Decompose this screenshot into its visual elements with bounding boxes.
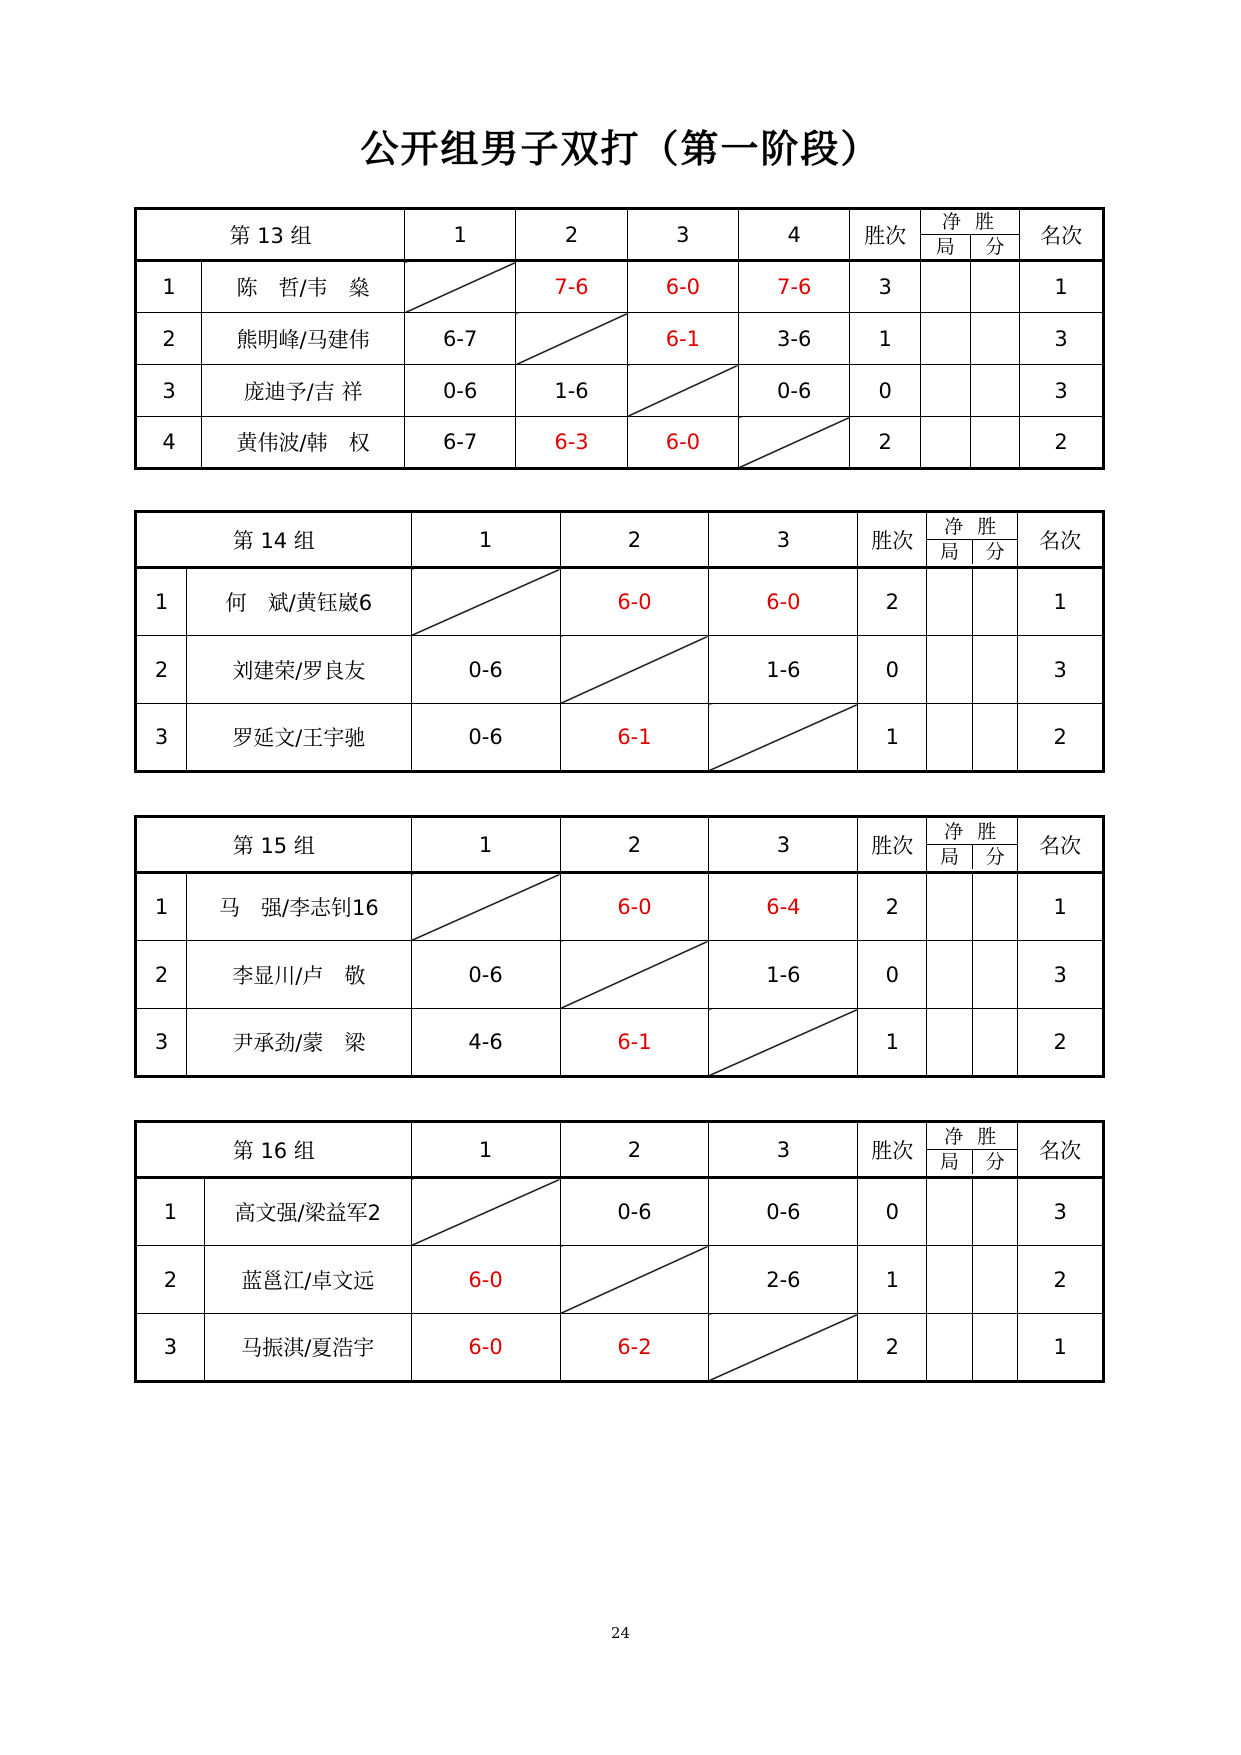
net-games-cell (920, 313, 970, 365)
seed-number: 3 (136, 704, 187, 772)
score-cell: 3-6 (739, 313, 850, 365)
pair-name: 尹承劲/蒙 梁 (187, 1009, 412, 1077)
rank-cell: 3 (1018, 941, 1104, 1009)
score-cell: 6-0 (709, 568, 858, 636)
net-games-cell (920, 365, 970, 417)
column-header: 2 (560, 512, 709, 568)
net-points-cell (970, 261, 1020, 313)
rank-header: 名次 (1018, 1122, 1104, 1178)
net-points-cell (970, 313, 1020, 365)
rank-cell: 1 (1018, 568, 1104, 636)
seed-number: 2 (136, 313, 202, 365)
wins-cell: 2 (858, 1314, 927, 1382)
score-cell: 1-6 (516, 365, 627, 417)
net-wins-header (920, 209, 1019, 261)
score-cell: 6-1 (560, 1009, 709, 1077)
seed-number: 3 (136, 1314, 205, 1382)
net-games-header: 局 (927, 845, 973, 869)
column-header: 1 (405, 209, 516, 261)
page-number: 24 (610, 1624, 631, 1642)
score-cell: 6-2 (560, 1314, 709, 1382)
score-cell: 6-0 (627, 261, 738, 313)
column-header: 4 (739, 209, 850, 261)
column-header: 3 (627, 209, 738, 261)
net-games-cell (927, 1246, 973, 1314)
score-cell: 0-6 (739, 365, 850, 417)
net-points-header: 分 (985, 541, 1005, 563)
rank-cell: 1 (1018, 873, 1104, 941)
score-cell: 7-6 (739, 261, 850, 313)
group-table (134, 510, 1105, 773)
net-wins-label: 净 胜 (927, 515, 1017, 540)
table-row (136, 1009, 1104, 1077)
pair-name: 李显川/卢 敬 (187, 941, 412, 1009)
group-label: 第 14 组 (136, 512, 412, 568)
net-wins-label: 净 胜 (927, 1125, 1017, 1150)
wins-cell: 2 (850, 417, 921, 469)
rank-cell: 3 (1020, 365, 1104, 417)
column-header: 3 (709, 817, 858, 873)
score-cell: 6-0 (560, 568, 709, 636)
net-wins-header (927, 512, 1018, 568)
net-points-cell (972, 873, 1018, 941)
pair-name: 刘建荣/罗良友 (187, 636, 412, 704)
seed-number: 2 (136, 941, 187, 1009)
wins-cell: 1 (858, 1246, 927, 1314)
net-wins-subheaders (921, 235, 1019, 259)
diagonal-cell (405, 261, 516, 313)
net-points-cell (972, 1009, 1018, 1077)
score-cell: 1-6 (709, 636, 858, 704)
net-points-header: 分 (985, 1151, 1005, 1173)
rank-cell: 3 (1018, 636, 1104, 704)
score-cell: 0-6 (411, 704, 560, 772)
score-cell: 6-3 (516, 417, 627, 469)
net-wins-label: 净 胜 (927, 820, 1017, 845)
score-cell: 1-6 (709, 941, 858, 1009)
net-games-cell (927, 636, 973, 704)
pair-name: 高文强/梁益军2 (204, 1178, 411, 1246)
net-games-cell (920, 417, 970, 469)
diagonal-cell (709, 1009, 858, 1077)
rank-cell: 2 (1018, 1009, 1104, 1077)
net-wins-header (927, 1122, 1018, 1178)
score-cell: 4-6 (411, 1009, 560, 1077)
wins-cell: 0 (858, 636, 927, 704)
score-cell: 6-7 (405, 417, 516, 469)
wins-header: 胜次 (850, 209, 921, 261)
net-games-cell (927, 873, 973, 941)
net-games-cell (920, 261, 970, 313)
net-points-cell (972, 941, 1018, 1009)
group-label: 第 16 组 (136, 1122, 412, 1178)
wins-cell: 0 (858, 941, 927, 1009)
column-header: 2 (516, 209, 627, 261)
net-games-cell (927, 1314, 973, 1382)
rank-cell: 2 (1018, 1246, 1104, 1314)
seed-number: 1 (136, 873, 187, 941)
wins-cell: 2 (858, 873, 927, 941)
net-points-cell (972, 1246, 1018, 1314)
table-row (136, 417, 1104, 469)
net-points-cell (972, 568, 1018, 636)
diagonal-cell (516, 313, 627, 365)
score-cell: 7-6 (516, 261, 627, 313)
rank-cell: 1 (1020, 261, 1104, 313)
pair-name: 黄伟波/韩 权 (202, 417, 405, 469)
header-row (136, 512, 1104, 568)
score-cell: 6-1 (627, 313, 738, 365)
table-row (136, 636, 1104, 704)
pair-name: 熊明峰/马建伟 (202, 313, 405, 365)
net-points-cell (972, 704, 1018, 772)
wins-cell: 1 (850, 313, 921, 365)
seed-number: 2 (136, 1246, 205, 1314)
net-games-header: 局 (927, 540, 973, 564)
table-row (136, 704, 1104, 772)
net-games-header: 局 (921, 235, 971, 259)
net-games-cell (927, 1178, 973, 1246)
table-row (136, 1314, 1104, 1382)
score-cell: 0-6 (560, 1178, 709, 1246)
diagonal-cell (709, 1314, 858, 1382)
group-table (134, 815, 1105, 1078)
score-cell: 0-6 (411, 636, 560, 704)
wins-cell: 0 (850, 365, 921, 417)
pair-name: 何 斌/黄钰崴6 (187, 568, 412, 636)
rank-cell: 1 (1018, 1314, 1104, 1382)
score-cell: 6-0 (627, 417, 738, 469)
net-points-cell (970, 417, 1020, 469)
net-points-header: 分 (985, 846, 1005, 868)
rank-header: 名次 (1018, 817, 1104, 873)
rank-cell: 2 (1020, 417, 1104, 469)
net-games-cell (927, 1009, 973, 1077)
rank-cell: 3 (1018, 1178, 1104, 1246)
score-cell: 6-0 (411, 1246, 560, 1314)
column-header: 3 (709, 1122, 858, 1178)
seed-number: 2 (136, 636, 187, 704)
header-row (136, 209, 1104, 261)
rank-header: 名次 (1018, 512, 1104, 568)
diagonal-cell (627, 365, 738, 417)
table-row (136, 941, 1104, 1009)
table-row (136, 261, 1104, 313)
rank-cell: 3 (1020, 313, 1104, 365)
wins-cell: 2 (858, 568, 927, 636)
rank-cell: 2 (1018, 704, 1104, 772)
group-label: 第 15 组 (136, 817, 412, 873)
diagonal-cell (739, 417, 850, 469)
header-row (136, 1122, 1104, 1178)
column-header: 2 (560, 817, 709, 873)
score-cell: 6-0 (560, 873, 709, 941)
page-title: 公开组男子双打（第一阶段） (360, 127, 881, 171)
column-header: 2 (560, 1122, 709, 1178)
net-wins-header (927, 817, 1018, 873)
net-points-cell (970, 365, 1020, 417)
seed-number: 1 (136, 568, 187, 636)
pair-name: 马 强/李志钊16 (187, 873, 412, 941)
diagonal-cell (709, 704, 858, 772)
seed-number: 4 (136, 417, 202, 469)
seed-number: 3 (136, 1009, 187, 1077)
pair-name: 陈 哲/韦 燊 (202, 261, 405, 313)
net-wins-subheaders (927, 540, 1017, 564)
diagonal-cell (411, 1178, 560, 1246)
score-cell: 6-1 (560, 704, 709, 772)
wins-cell: 1 (858, 1009, 927, 1077)
diagonal-cell (560, 1246, 709, 1314)
header-row (136, 817, 1104, 873)
column-header: 3 (709, 512, 858, 568)
diagonal-cell (411, 568, 560, 636)
column-header: 1 (411, 817, 560, 873)
column-header: 1 (411, 1122, 560, 1178)
net-wins-subheaders (927, 845, 1017, 869)
table-row (136, 568, 1104, 636)
diagonal-cell (560, 941, 709, 1009)
wins-cell: 0 (858, 1178, 927, 1246)
net-wins-subheaders (927, 1150, 1017, 1174)
net-points-cell (972, 636, 1018, 704)
pair-name: 庞迪予/吉 祥 (202, 365, 405, 417)
group-table (134, 207, 1105, 470)
rank-header: 名次 (1020, 209, 1104, 261)
table-row (136, 1178, 1104, 1246)
net-games-header: 局 (927, 1150, 973, 1174)
wins-cell: 1 (858, 704, 927, 772)
net-points-cell (972, 1314, 1018, 1382)
pair-name: 蓝邕江/卓文远 (204, 1246, 411, 1314)
net-games-cell (927, 568, 973, 636)
group-label: 第 13 组 (136, 209, 405, 261)
net-games-cell (927, 941, 973, 1009)
score-cell: 0-6 (405, 365, 516, 417)
score-cell: 2-6 (709, 1246, 858, 1314)
net-points-header: 分 (985, 236, 1005, 258)
group-table (134, 1120, 1105, 1383)
table-row (136, 313, 1104, 365)
diagonal-cell (411, 873, 560, 941)
wins-cell: 3 (850, 261, 921, 313)
wins-header: 胜次 (858, 1122, 927, 1178)
seed-number: 3 (136, 365, 202, 417)
diagonal-cell (560, 636, 709, 704)
net-points-cell (972, 1178, 1018, 1246)
table-row (136, 1246, 1104, 1314)
score-cell: 0-6 (709, 1178, 858, 1246)
pair-name: 马振淇/夏浩宇 (204, 1314, 411, 1382)
net-wins-label: 净 胜 (921, 210, 1019, 235)
pair-name: 罗延文/王宇驰 (187, 704, 412, 772)
score-cell: 0-6 (411, 941, 560, 1009)
wins-header: 胜次 (858, 512, 927, 568)
score-cell: 6-0 (411, 1314, 560, 1382)
table-row (136, 365, 1104, 417)
wins-header: 胜次 (858, 817, 927, 873)
score-cell: 6-7 (405, 313, 516, 365)
seed-number: 1 (136, 1178, 205, 1246)
column-header: 1 (411, 512, 560, 568)
seed-number: 1 (136, 261, 202, 313)
table-row (136, 873, 1104, 941)
net-games-cell (927, 704, 973, 772)
score-cell: 6-4 (709, 873, 858, 941)
